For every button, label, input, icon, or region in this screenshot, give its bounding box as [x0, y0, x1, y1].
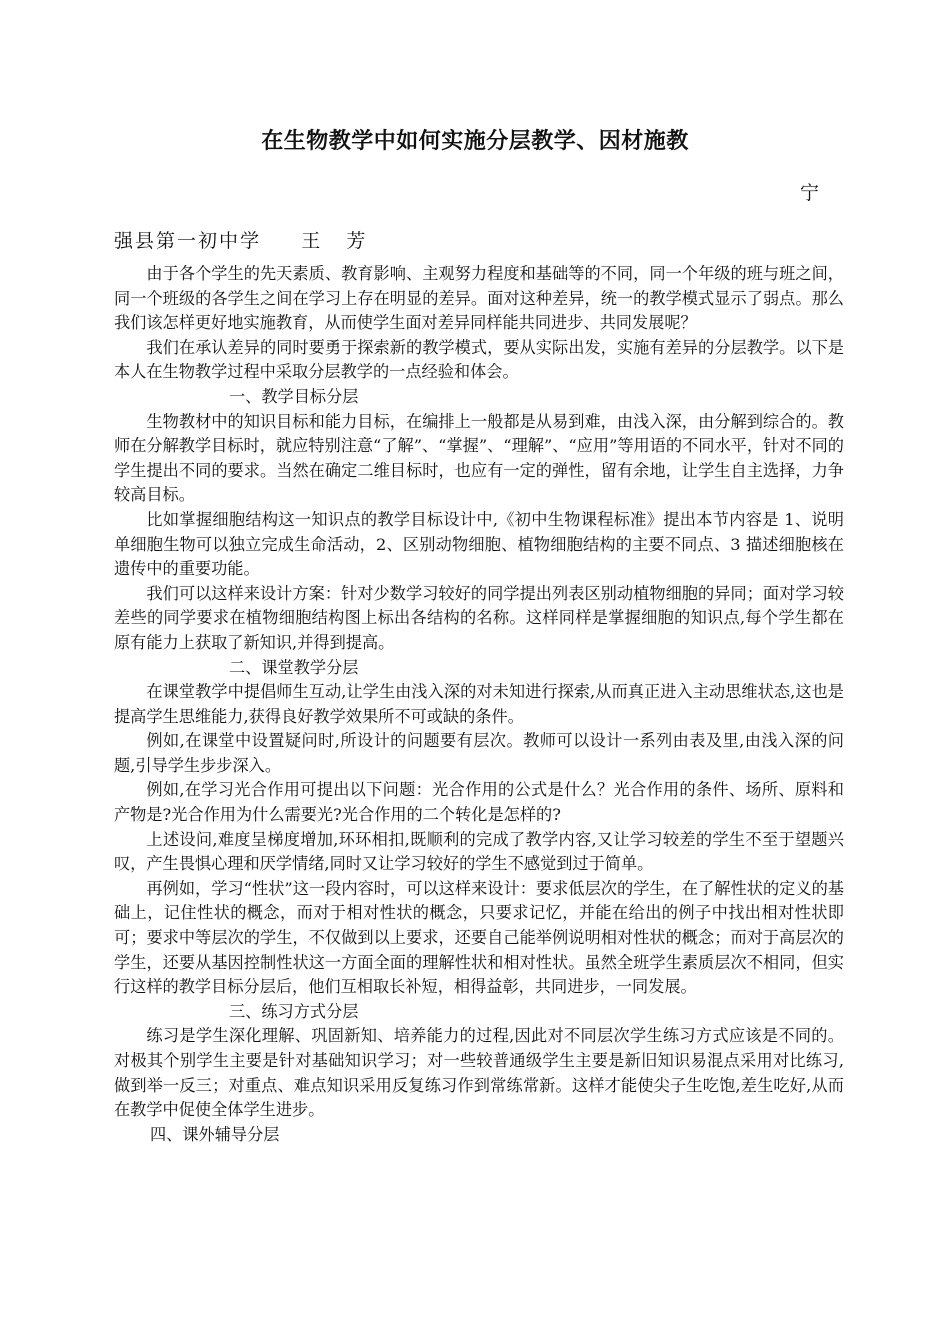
body-paragraph: 例如,在课堂中设置疑问时,所设计的问题要有层次。教师可以设计一系列由表及里,由浅入深的问题,引导学生步步深入。 [114, 731, 844, 775]
body-paragraph: 我们在承认差异的同时要勇于探索新的教学模式，要从实际出发，实施有差异的分层教学。以下是本人在生物教学过程中采取分层教学的一点经验和体会。 [114, 337, 844, 382]
body-paragraph: 例如,在学习光合作用可提出以下问题：光合作用的公式是什么？光合作用的条件、场所、原料和产物是?光合作用为什么需要光?光合作用的二个转化是怎样的? [114, 780, 844, 825]
section-heading: 三、练习方式分层 [229, 1001, 359, 1021]
body-paragraph: 在课堂教学中提倡师生互动,让学生由浅入深的对未知进行探索,从而真正进入主动思维状态,这也是提高学生思维能力,获得良好教学效果所不可或缺的条件。 [114, 682, 844, 726]
section-heading: 一、教学目标分层 [229, 386, 359, 406]
document-body [114, 262, 844, 1147]
section-heading: 四、课外辅导分层 [150, 1124, 280, 1144]
body-paragraph: 练习是学生深化理解、巩固新知、培养能力的过程,因此对不同层次学生练习方式应该是不同的。对极其个别学生主要是针对基础知识学习；对一些较普通级学生主要是新旧知识易混点采用对比练习,做到举一反三；对重点、难点知识采用反复练习作到常练常新。这样才能使尖子生吃饱,差生吃好,从而在教学中促使全体学生进步。 [114, 1026, 844, 1120]
author-county-fragment: 宁 [800, 182, 820, 204]
body-paragraph: 生物教材中的知识目标和能力目标，在编排上一般都是从易到难，由浅入深，由分解到综合的。教师在分解教学目标时，就应特别注意“了解”、“掌握”、“理解”、“应用”等用语的不同水平，针对不同的学生提出不同的要求。当然在确定二维目标时，也应有一定的弹性，留有余地，让学生自主选择，力争较高目标。 [114, 411, 844, 505]
body-paragraph: 比如掌握细胞结构这一知识点的教学目标设计中,《初中生物课程标准》提出本节内容是 1、说明单细胞生物可以独立完成生命活动，2、区别动物细胞、植物细胞结构的主要不同点、3 描述细胞核在遗传中的重要功能。 [114, 509, 844, 579]
body-paragraph: 上述设问,难度呈梯度增加,环环相扣,既顺利的完成了教学内容,又让学习较差的学生不至于望题兴叹，产生畏惧心理和厌学情绪,同时又让学习较好的学生不感觉到过于简单。 [114, 829, 844, 874]
body-paragraph: 我们可以这样来设计方案：针对少数学习较好的同学提出列表区别动植物细胞的异同；面对学习较差些的同学要求在植物细胞结构图上标出各结构的名称。这样同样是掌握细胞的知识点,每个学生都在原有能力上获取了新知识,并得到提高。 [114, 583, 844, 652]
body-paragraph: 再例如，学习“性状”这一段内容时，可以这样来设计：要求低层次的学生，在了解性状的定义的基础上，记住性状的概念，而对于相对性状的概念，只要求记忆，并能在给出的例子中找出相对性状即可；要求中等层次的学生，不仅做到以上要求，还要自己能举例说明相对性状的概念；而对于高层次的学生，还要从基因控制性状这一方面全面的理解性状和相对性状。虽然全班学生素质层次不相同，但实行这样的教学目标分层后，他们互相取长补短，相得益彰，共同进步，一同发展。 [114, 878, 844, 997]
author-line: 强县第一初中学 王 芳 [114, 230, 368, 252]
body-paragraph: 由于各个学生的先天素质、教育影响、主观努力程度和基础等的不同，同一个年级的班与班之间，同一个班级的各学生之间在学习上存在明显的差异。面对这种差异，统一的教学模式显示了弱点。那么我们该怎样更好地实施教育，从而使学生面对差异同样能共同进步、共同发展呢？ [114, 264, 844, 333]
document-title: 在生物教学中如何实施分层教学、因材施教 [261, 129, 689, 154]
section-heading: 二、课堂教学分层 [229, 657, 359, 677]
